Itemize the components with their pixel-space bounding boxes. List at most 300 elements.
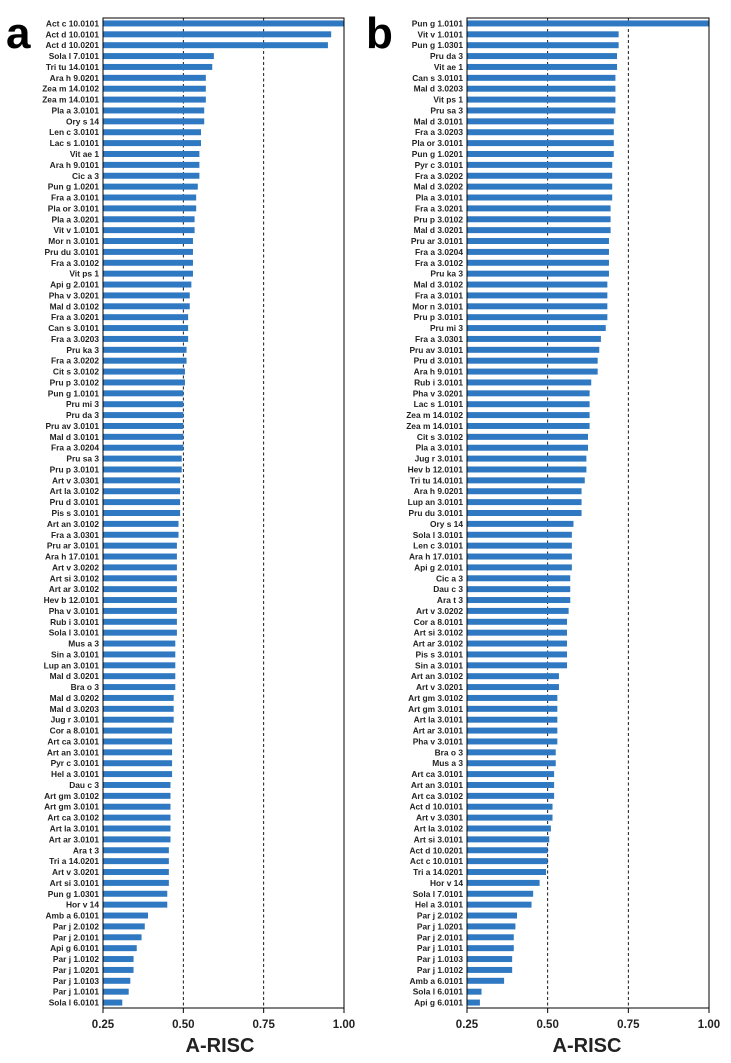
- category-label: Pha v 3.0101: [48, 605, 99, 616]
- bar: [103, 967, 134, 973]
- bar: [103, 205, 196, 211]
- category-label: Art an 3.0101: [46, 747, 99, 758]
- bar: [467, 891, 533, 897]
- category-label: Art an 3.0101: [410, 779, 463, 790]
- bar: [467, 107, 615, 113]
- category-label: Api g 6.0101: [414, 997, 463, 1008]
- category-label: Par j 1.0101: [416, 943, 463, 954]
- category-label: Ara h 9.0101: [413, 366, 463, 377]
- category-label: Hel a 3.0101: [51, 769, 99, 780]
- bar: [467, 651, 567, 657]
- bar: [467, 902, 532, 908]
- category-label: Pyr c 3.0101: [414, 159, 463, 170]
- bar: [467, 347, 599, 353]
- category-label: Sola l 6.0101: [48, 997, 99, 1008]
- bar: [103, 369, 185, 375]
- category-label: Pla or 3.0101: [47, 203, 99, 214]
- bar: [467, 771, 554, 777]
- bar: [467, 31, 619, 37]
- bar: [103, 184, 198, 190]
- category-label: Vit ps 1: [69, 268, 99, 279]
- category-label: Act d 10.0201: [45, 40, 99, 51]
- category-label: Art si 3.0102: [413, 627, 463, 638]
- bar: [467, 782, 554, 788]
- bar: [103, 31, 331, 37]
- x-tick-label: 1.00: [697, 1019, 721, 1031]
- bar: [467, 75, 615, 81]
- category-label: Hel a 3.0101: [415, 899, 463, 910]
- category-label: Art an 3.0102: [46, 518, 99, 529]
- bar: [467, 140, 614, 146]
- bar: [467, 173, 612, 179]
- category-label: Pun g 1.0101: [411, 18, 463, 29]
- bar: [467, 597, 570, 603]
- category-label: Mal d 3.0102: [413, 279, 463, 290]
- bar: [467, 586, 570, 592]
- category-label: Pis s 3.0101: [51, 508, 99, 518]
- bar: [103, 75, 206, 81]
- x-tick-label: 0.25: [455, 1019, 479, 1031]
- bar: [103, 358, 187, 364]
- bar: [467, 793, 554, 799]
- x-axis-title: A-RISC: [185, 1035, 255, 1057]
- category-label: Api g 6.0101: [50, 943, 99, 954]
- category-label: Art v 3.0301: [51, 475, 99, 486]
- bar: [103, 488, 180, 494]
- category-label: Ara h 9.0101: [49, 159, 99, 170]
- bar: [103, 347, 187, 353]
- bar: [103, 499, 180, 505]
- category-label: Api g 2.0101: [50, 279, 99, 290]
- bar: [467, 521, 573, 527]
- bar: [103, 880, 169, 886]
- bar: [103, 869, 169, 875]
- bar: [103, 20, 344, 26]
- bar: [103, 325, 188, 331]
- bar: [103, 804, 170, 810]
- bar: [467, 282, 607, 288]
- category-label: Pru sa 3: [430, 105, 463, 116]
- bar: [103, 913, 148, 919]
- category-label: Fra a 3.0301: [51, 529, 99, 540]
- panel-a: [6, 9, 355, 1057]
- category-label: Lac s 1.0101: [413, 399, 463, 410]
- bar: [467, 564, 572, 570]
- bar: [103, 630, 177, 636]
- category-label: Art ar 3.0102: [412, 638, 463, 649]
- bar: [103, 771, 172, 777]
- bar: [103, 303, 190, 309]
- bar: [467, 336, 601, 342]
- bar: [467, 488, 582, 494]
- bar: [103, 477, 180, 483]
- bar: [103, 891, 167, 897]
- category-label: Art gm 3.0102: [408, 692, 463, 703]
- bar: [103, 532, 179, 538]
- category-label: Lac s 1.0101: [49, 138, 99, 149]
- bar: [103, 923, 145, 929]
- bar: [103, 978, 130, 984]
- bar: [467, 706, 557, 712]
- category-label: Rub i 3.0101: [50, 616, 99, 627]
- category-label: Sola l 7.0101: [412, 888, 463, 899]
- category-label: Pyr c 3.0101: [50, 758, 99, 769]
- bar: [467, 292, 607, 298]
- bar: [103, 282, 191, 288]
- category-label: Sola l 3.0101: [412, 529, 463, 540]
- bar: [467, 619, 567, 625]
- bar: [103, 749, 172, 755]
- bar: [467, 858, 548, 864]
- bar: [103, 902, 167, 908]
- bar: [103, 619, 177, 625]
- category-label: Par j 1.0103: [52, 975, 99, 986]
- category-label: Vit v 1.0101: [417, 29, 463, 40]
- category-label: Par j 2.0101: [416, 932, 463, 943]
- category-label: Mal d 3.0201: [413, 225, 463, 236]
- category-label: Pru du 3.0101: [408, 508, 463, 518]
- bar: [467, 445, 588, 451]
- category-label: Pun g 1.0301: [47, 888, 99, 899]
- category-label: Dau c 3: [433, 584, 463, 595]
- category-label: Hev b 12.0101: [43, 595, 99, 606]
- bar: [103, 292, 190, 298]
- bar: [103, 706, 174, 712]
- category-label: Mor n 3.0101: [48, 236, 99, 247]
- bar: [467, 913, 517, 919]
- category-label: Pru av 3.0101: [409, 344, 463, 355]
- category-label: Pru ar 3.0101: [46, 540, 99, 551]
- category-label: Vit ae 1: [69, 148, 99, 159]
- category-label: Dau c 3: [69, 779, 99, 790]
- category-label: Pla or 3.0101: [411, 138, 463, 149]
- bar: [467, 554, 572, 560]
- category-label: Ory s 14: [65, 116, 99, 127]
- category-label: Pla a 3.0101: [415, 442, 463, 453]
- category-label: Art si 3.0102: [49, 573, 99, 584]
- category-label: Pru sa 3: [66, 453, 99, 464]
- category-label: Sin a 3.0101: [51, 649, 99, 660]
- x-axis-title: A-RISC: [552, 1035, 622, 1057]
- category-label: Pha v 3.0201: [412, 388, 463, 399]
- category-label: Rub i 3.0101: [414, 377, 463, 388]
- bar: [467, 303, 607, 309]
- category-label: Art v 3.0202: [415, 605, 463, 616]
- bar: [103, 815, 170, 821]
- category-label: Bra o 3: [70, 682, 99, 693]
- category-label: Pru du 3.0101: [44, 246, 99, 257]
- category-label: Zea m 14.0102: [406, 410, 463, 421]
- category-label: Hor v 14: [429, 877, 463, 888]
- bar: [103, 53, 214, 59]
- bar: [467, 434, 588, 440]
- category-label: Fra a 3.0101: [415, 290, 463, 301]
- category-label: Jug r 3.0101: [50, 714, 99, 725]
- bar: [467, 195, 612, 201]
- panel-a-content: [42, 18, 355, 1031]
- bar: [103, 466, 182, 472]
- category-label: Par j 2.0102: [52, 921, 99, 932]
- category-label: Fra a 3.0202: [51, 355, 99, 366]
- bar: [103, 42, 328, 48]
- bar: [467, 325, 606, 331]
- category-label: Pru ka 3: [430, 268, 463, 279]
- category-label: Pru p 3.0101: [49, 464, 99, 475]
- bar: [103, 521, 179, 527]
- bar: [103, 717, 174, 723]
- category-label: Can s 3.0101: [48, 323, 99, 334]
- bar: [103, 195, 196, 201]
- category-label: Pru p 3.0102: [413, 214, 463, 225]
- bar: [467, 728, 557, 734]
- category-label: Fra a 3.0204: [51, 442, 99, 453]
- bar: [103, 662, 175, 668]
- bar: [467, 314, 607, 320]
- category-label: Fra a 3.0102: [415, 257, 463, 268]
- category-label: Par j 1.0102: [52, 954, 99, 965]
- bar: [467, 695, 557, 701]
- category-label: Act d 10.0101: [45, 29, 99, 40]
- bar: [467, 412, 590, 418]
- category-label: Pru ka 3: [66, 344, 99, 355]
- category-label: Fra a 3.0201: [51, 312, 99, 323]
- bar: [467, 945, 514, 951]
- bar: [467, 956, 512, 962]
- bar: [103, 434, 183, 440]
- category-label: Tri a 14.0201: [49, 856, 99, 867]
- bar: [103, 826, 170, 832]
- bar: [103, 597, 177, 603]
- category-label: Mal d 3.0203: [413, 83, 463, 94]
- bar: [467, 641, 567, 647]
- bar: [103, 336, 188, 342]
- bar: [467, 227, 611, 233]
- category-label: Par j 2.0101: [52, 932, 99, 943]
- bar: [467, 967, 512, 973]
- category-label: Len c 3.0101: [49, 127, 99, 138]
- category-label: Fra a 3.0203: [51, 333, 99, 344]
- category-label: Pru p 3.0102: [49, 377, 99, 388]
- category-label: Sin a 3.0101: [415, 660, 463, 671]
- bar: [467, 717, 557, 723]
- bar: [103, 956, 134, 962]
- category-label: Art la 3.0102: [49, 486, 99, 497]
- panel-letter: b: [366, 9, 393, 58]
- category-label: Art la 3.0102: [413, 823, 463, 834]
- bar: [103, 97, 206, 103]
- bar: [467, 118, 614, 124]
- category-label: Api g 2.0101: [414, 562, 463, 573]
- bar: [467, 162, 612, 168]
- bar: [103, 575, 177, 581]
- category-label: Pru p 3.0101: [413, 312, 463, 323]
- bar: [103, 564, 177, 570]
- category-label: Fra a 3.0102: [51, 257, 99, 268]
- bar: [103, 586, 177, 592]
- bar: [467, 184, 612, 190]
- bar: [103, 118, 204, 124]
- category-label: Art gm 3.0102: [44, 790, 99, 801]
- bar: [103, 173, 199, 179]
- category-label: Pru ar 3.0101: [410, 236, 463, 247]
- category-label: Jug r 3.0101: [414, 453, 463, 464]
- category-label: Mal d 3.0101: [413, 116, 463, 127]
- category-label: Art si 3.0101: [49, 877, 99, 888]
- category-label: Fra a 3.0204: [415, 246, 463, 257]
- category-label: Pun g 1.0201: [47, 181, 99, 192]
- category-label: Art v 3.0201: [415, 682, 463, 693]
- category-label: Pha v 3.0201: [48, 290, 99, 301]
- bar: [467, 64, 617, 70]
- bar: [467, 238, 609, 244]
- category-label: Pun g 1.0201: [411, 148, 463, 159]
- category-label: Art ca 3.0101: [47, 736, 99, 747]
- category-label: Zea m 14.0101: [42, 94, 99, 105]
- bar: [467, 532, 572, 538]
- bar: [103, 989, 129, 995]
- bar: [103, 423, 183, 429]
- bar: [467, 477, 585, 483]
- bar: [103, 847, 169, 853]
- category-label: Par j 1.0201: [416, 921, 463, 932]
- bar: [103, 162, 199, 168]
- category-label: Pru mi 3: [429, 323, 463, 334]
- bar: [467, 662, 567, 668]
- bar: [467, 673, 559, 679]
- bar: [467, 129, 614, 135]
- bar: [467, 760, 556, 766]
- category-label: Art ar 3.0101: [48, 834, 99, 845]
- category-label: Art ca 3.0102: [47, 812, 99, 823]
- bar: [467, 390, 590, 396]
- x-tick-label: 1.00: [332, 1019, 356, 1031]
- category-label: Art ca 3.0102: [411, 790, 463, 801]
- category-label: Ara h 17.0101: [44, 551, 99, 562]
- bar: [103, 738, 172, 744]
- bar: [103, 140, 201, 146]
- bar: [103, 684, 175, 690]
- bar: [103, 728, 172, 734]
- bar: [103, 554, 177, 560]
- bar: [103, 836, 170, 842]
- category-label: Art la 3.0101: [49, 823, 99, 834]
- category-label: Art v 3.0201: [51, 867, 99, 878]
- bar: [467, 934, 514, 940]
- x-tick-label: 0.50: [172, 1019, 195, 1031]
- bar: [467, 608, 569, 614]
- bar: [103, 1000, 122, 1006]
- bar: [467, 271, 609, 277]
- bar: [103, 793, 170, 799]
- category-label: Cit s 3.0102: [416, 431, 463, 442]
- category-label: Amb a 6.0101: [409, 975, 463, 986]
- bar: [103, 107, 204, 113]
- category-label: Vit v 1.0101: [53, 225, 99, 236]
- bar: [467, 86, 615, 92]
- bar: [467, 216, 611, 222]
- bar: [467, 575, 570, 581]
- bar: [467, 456, 586, 462]
- bar: [103, 760, 172, 766]
- category-label: Pun g 1.0101: [47, 388, 99, 399]
- category-label: Pun g 1.0301: [411, 40, 463, 51]
- panel-b: [366, 9, 720, 1057]
- category-label: Fra a 3.0203: [415, 127, 463, 138]
- bar: [103, 238, 193, 244]
- bar: [103, 379, 185, 385]
- bar: [467, 358, 598, 364]
- category-label: Ara h 9.0201: [413, 486, 463, 497]
- category-label: Pru da 3: [429, 51, 463, 62]
- bar: [103, 858, 169, 864]
- category-label: Par j 2.0102: [416, 910, 463, 921]
- category-label: Tri tu 14.0101: [409, 475, 463, 486]
- bar: [103, 64, 212, 70]
- category-label: Ory s 14: [429, 518, 463, 529]
- category-label: Pla a 3.0201: [51, 214, 99, 225]
- bar: [467, 880, 540, 886]
- category-label: Mus a 3: [432, 758, 463, 769]
- panel-b-content: [406, 18, 720, 1031]
- category-label: Lup an 3.0101: [407, 497, 463, 508]
- category-label: Art ar 3.0101: [412, 725, 463, 736]
- category-label: Vit ae 1: [433, 61, 463, 72]
- bar: [467, 543, 572, 549]
- bar: [103, 129, 201, 135]
- category-label: Mus a 3: [68, 638, 99, 649]
- bar: [467, 749, 556, 755]
- category-label: Fra a 3.0301: [415, 333, 463, 344]
- bar: [103, 227, 195, 233]
- bar: [467, 401, 590, 407]
- bar: [467, 53, 617, 59]
- category-label: Ara t 3: [72, 845, 99, 856]
- bar: [103, 651, 175, 657]
- category-label: Act c 10.0101: [45, 18, 99, 29]
- category-label: Art gm 3.0101: [44, 801, 99, 812]
- bar: [467, 260, 609, 266]
- category-label: Cor a 8.0101: [49, 725, 99, 736]
- x-tick-label: 0.50: [536, 1019, 559, 1031]
- bar: [103, 934, 142, 940]
- bar: [467, 205, 611, 211]
- category-label: Amb a 6.0101: [45, 910, 99, 921]
- bar: [103, 608, 177, 614]
- category-label: Mal d 3.0102: [49, 301, 99, 312]
- category-label: Art gm 3.0101: [408, 703, 463, 714]
- category-label: Act d 10.0201: [409, 845, 463, 856]
- category-label: Cit s 3.0102: [52, 366, 99, 377]
- bar: [467, 42, 619, 48]
- category-label: Par j 1.0201: [52, 964, 99, 975]
- bar: [103, 456, 182, 462]
- category-label: Fra a 3.0101: [51, 192, 99, 203]
- category-label: Pru da 3: [65, 410, 99, 421]
- bar: [103, 86, 206, 92]
- bar: [103, 412, 183, 418]
- bar: [103, 510, 180, 516]
- category-label: Art ca 3.0101: [411, 769, 463, 780]
- bar: [103, 673, 175, 679]
- category-label: Art si 3.0101: [413, 834, 463, 845]
- category-label: Par j 1.0103: [416, 954, 463, 965]
- bar: [103, 401, 183, 407]
- bar: [467, 369, 598, 375]
- bar: [467, 836, 549, 842]
- bar: [103, 271, 193, 277]
- bar: [103, 314, 188, 320]
- category-label: Art ar 3.0102: [48, 584, 99, 595]
